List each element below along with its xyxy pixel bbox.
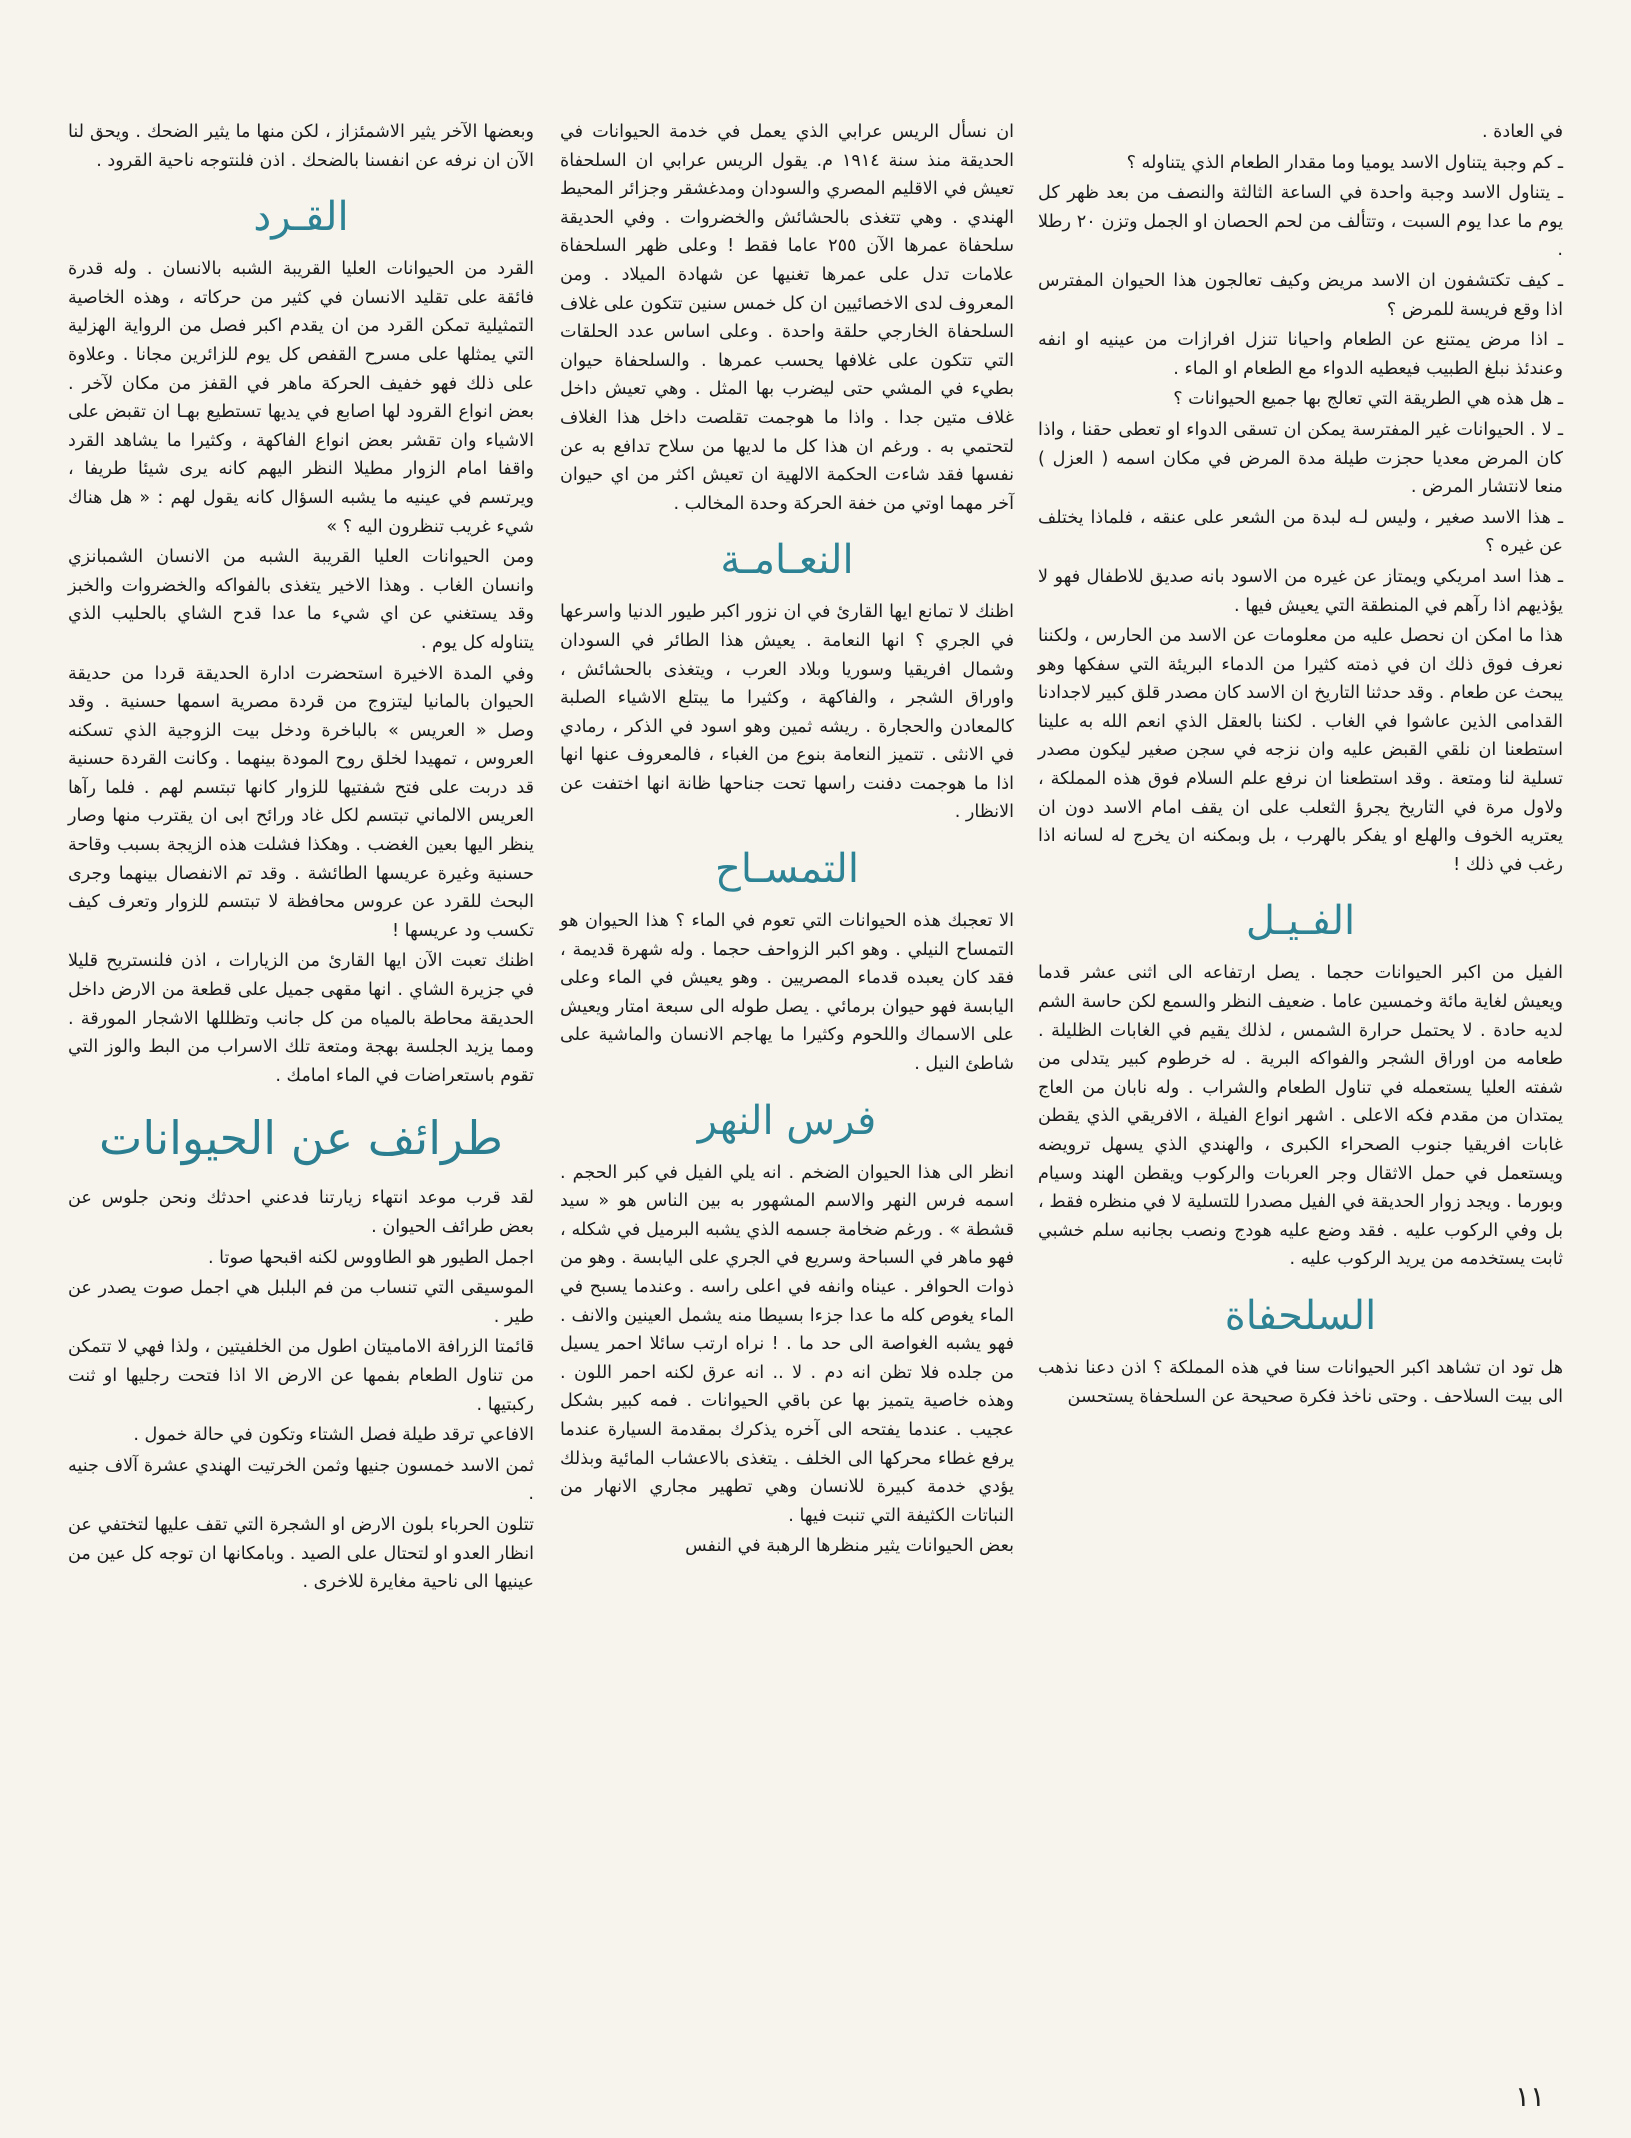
paragraph: قائمتا الزرافة الاماميتان اطول من الخلفيتين ، ولذا فهي لا تتمكن من تناول الطعام بفمها عن الارض الا اذا فتحت رجليها او ثنت ركبتيها . (68, 1337, 534, 1415)
paragraph: هذا ما امكن ان نحصل عليه من معلومات عن الاسد من الحارس ، ولكننا نعرف فوق ذلك ان في ذمته كثيرا من الدماء البريئة التي سفكها وهو يبحث عن طعام . وقد حدثنا التاريخ ان الاسد كان مصدر قلق كبير لاجدادنا القدامى الذين عاشوا في الغاب . لكننا بالعقل الذي انعم الله به علينا استطعنا ان نلقي القبض عليه وان نزجه في سجن صغير ليكون مصدر تسلية لنا ومتعة . وقد استطعنا ان نرفع علم السلام فوق هذه المملكة ، ولاول مرة في التاريخ يجرؤ الثعلب على ان يقف امام الاسد دون ان يعتريه الخوف والهلع او يفكر بالهرب ، بل وبمكنه ان يخرج له لسانه اذا رغب في ذلك ! (1038, 626, 1563, 875)
paragraph: الموسيقى التي تنساب من فم البلبل هي اجمل صوت يصدر عن طير . (68, 1278, 534, 1327)
paragraph: ـ هذا الاسد صغير ، وليس لـه لبدة من الشعر على عنقه ، فلماذا يختلف عن غيره ؟ (1038, 507, 1563, 557)
section-heading-animal-facts: طرائف عن الحيوانات (99, 1111, 503, 1166)
paragraph: ان نسأل الريس عرابي الذي يعمل في خدمة الحيوانات في الحديقة منذ سنة ١٩١٤ م. يقول الريس عرابي ان السلحفاة تعيش في الاقليم المصري والسودان ومدغشقر وجزائر المحيط الهندي . وهي تتغذى بالحشائش والخضروات . وفي الحديقة سلحفاة عمرها الآن ٢٥٥ عاما فقط ! وعلى ظهر السلحفاة علامات تدل على عمرها تغنيها عن شهادة الميلاد . ومن المعروف لدى الاخصائيين ان كل خمس سنين تتكون على غلاف السلحفاة الخارجي حلقة واحدة . وعلى اساس عدد الحلقات التي تتكون على غلافها يحسب عمرها . والسلحفاة حيوان بطيء في المشي حتى ليضرب بها المثل . وهي تعيش داخل غلاف متين جدا . واذا ما هوجمت تقلصت داخل هذا الغلاف لتحتمي به . ورغم ان هذا كل ما لديها من سلاح تدافع به عن نفسها فقد شاءت الحكمة الالهية ان تعيش اكثر من اي حيوان آخر مهما اوتي من خفة الحركة وحدة المخالب . (560, 122, 1014, 514)
paragraph: اجمل الطيور هو الطاووس لكنه اقبحها صوتا . (208, 1247, 534, 1268)
page-number: ١١ (1515, 2080, 1546, 2113)
paragraph: ـ كم وجبة يتناول الاسد يوميا وما مقدار الطعام الذي يتناوله ؟ (1126, 152, 1563, 173)
column-right (1038, 118, 1563, 1413)
paragraph: هل تود ان تشاهد اكبر الحيوانات سنا في هذه المملكة ؟ اذن دعنا نذهب الى بيت السلاحف . وحتى ناخذ فكرة صحيحة عن السلحفاة يستحسن (1038, 1357, 1563, 1407)
section-heading-ostrich: النعـامـة (720, 537, 854, 584)
paragraph: وفي المدة الاخيرة استحضرت ادارة الحديقة قردا من حديقة الحيوان بالمانيا ليتزوج من قردة مصرية اسمها حسنية . وقد وصل « العريس » بالباخرة ودخل بيت الزوجية الذي تسكنه العروس ، تمهيدا لخلق روح المودة بينهما . وكانت القردة حسنية قد دربت على فتح شفتيها للزوار كانها تبتسم لهم . فلما رآها العريس الالماني تبتسم لكل غاد ورائح ابى ان يقترب منها وصار ينظر اليها بعين الغضب . وهكذا فشلت هذه الزيجة بسبب وقاحة حسنية وغيرة عريسها الطائشة . وقد تم الانفصال بينهما وجرى البحث للقرد عن عروس محافظة لا تبتسم للزوار وتعرف كيف تكسب ود عريسها ! (68, 663, 534, 941)
section-heading-monkey: القـرد (253, 194, 349, 241)
section-heading-crocodile: التمسـاح (715, 846, 859, 893)
paragraph: الفيل من اكبر الحيوانات حجما . يصل ارتفاعه الى اثنى عشر قدما ويعيش لغاية مائة وخمسين عاما . ضعيف النظر والسمع لكن حاسة الشم لديه حادة . لا يحتمل حرارة الشمس ، لذلك يقيم في الغابات الظليلة . طعامه من اوراق الشجر والفواكه البرية . له خرطوم كبير يتدلى من شفته العليا يستعمله في تناول الطعام والشراب . وله نابان من العاج يمتدان من مقدم فكه الاعلى . اشهر انواع الفيلة ، الافريقي الذي يقطن غابات افريقيا جنوب الصحراء الكبرى ، والهندي الذي يسهل ترويضه ويستعمل في حمل الاثقال وجر العربات والركوب ويقطن الهند وسيام وبورما . ويجد زوار الحديقة في الفيل مصدرا للتسلية لا في منظره فقط ، بل وفي الركوب عليه . فقد وضع عليه هودج ونصب بجانبه سلم خشبي ثابت يستخدمه من يريد الركوب عليه . (1038, 963, 1563, 1270)
paragraph: تتلون الحرباء بلون الارض او الشجرة التي تقف عليها لتختفي عن انظار العدو او لتحتال على الصيد . وبامكانها ان توجه كل عين من عينيها الى ناحية مغايرة للاخرى . (68, 1514, 534, 1593)
paragraph: ـ كيف تكتشفون ان الاسد مريض وكيف تعالجون هذا الحيوان المفترس اذا وقع فريسة للمرض ؟ (1038, 270, 1563, 320)
paragraph: ثمن الاسد خمسون جنيها وثمن الخرتيت الهندي عشرة آلاف جنيه . (68, 1455, 534, 1505)
column-middle (560, 118, 1014, 1563)
paragraph: ومن الحيوانات العليا القريبة الشبه من الانسان الشمبانزي وانسان الغاب . وهذا الاخير يتغذى بالفواكه والخضروات والخبز وقد يستغني عن اي شيء ما عدا قدح الشاي بالحليب الذي يتناوله كل يوم . (68, 547, 534, 653)
section-heading-hippo: فرس النهر (697, 1097, 877, 1144)
paragraph: ـ اذا مرض يمتنع عن الطعام واحيانا تنزل افرازات من عينيه او انفه وعندئذ نبلغ الطبيب فيعطيه الدواء مع الطعام او الماء . (1038, 330, 1563, 379)
paragraph: انظر الى هذا الحيوان الضخم . انه يلي الفيل في كبر الحجم . اسمه فرس النهر والاسم المشهور به بين الناس هو « سيد قشطة » . ورغم ضخامة جسمه الذي يشبه البرميل في شكله ، فهو ماهر في السباحة وسريع في الجري على اليابسة . وهو من ذوات الحوافر . عيناه وانفه في اعلى راسه . وعندما يسبح في الماء يغوص كله ما عدا جزءا بسيطا منه يشمل العينين والانف . فهو يشبه الغواصة الى حد ما . ! نراه ارتب سائلا احمر يسيل من جلده فلا تظن انه دم . لا .. انه عرق لكنه احمر اللون . وهذه خاصية يتميز بها عن باقي الحيوانات . فمه كبير بشكل عجيب . عندما يفتحه الى آخره يذكرك بمقدمة السيارة عندما يرفع غطاء محركها الى الخلف . يتغذى بالاعشاب المائية وبذلك يؤدي خدمة كبيرة للانسان وهي تطهير مجاري الانهار من النباتات الكثيفة التي تنبت فيها . (560, 1162, 1014, 1526)
section-heading-tortoise: السلحفاة (1224, 1292, 1377, 1339)
paragraph: الافاعي ترقد طيلة فصل الشتاء وتكون في حالة خمول . (133, 1425, 534, 1446)
paragraph: لقد قرب موعد انتهاء زيارتنا فدعني احدثك ونحن جلوس عن بعض طرائف الحيوان . (68, 1188, 534, 1237)
section-heading-elephant: الفـيـل (1245, 898, 1356, 945)
paragraph: ـ هل هذه هي الطريقة التي تعالج بها جميع الحيوانات ؟ (1173, 389, 1563, 410)
paragraph: ـ يتناول الاسد وجبة واحدة في الساعة الثالثة والنصف من بعد ظهر كل يوم ما عدا يوم السبت ، وتتألف من لحم الحصان او الجمل وتزن ٢٠ رطلا . (1038, 183, 1563, 261)
paragraph: في العادة . (1481, 122, 1563, 142)
paragraph: ـ هذا اسد امريكي ويمتاز عن غيره من الاسود بانه صديق للاطفال فهو لا يؤذيهم اذا رآهم في المنطقة التي يعيش فيها . (1038, 566, 1563, 616)
paragraph: وبعضها الآخر يثير الاشمئزاز ، لكن منها ما يثير الضحك . ويحق لنا الآن ان نرفه عن انفسنا بالضحك . اذن فلنتوجه ناحية القرود . (68, 122, 534, 171)
paragraph: بعض الحيوانات يثير منظرها الرهبة في النفس (685, 1536, 1014, 1557)
column-left (68, 118, 534, 1599)
paragraph: اظنك لا تمانع ايها القارئ في ان نزور اكبر طيور الدنيا واسرعها في الجري ؟ انها النعامة . يعيش هذا الطائر في السودان وشمال افريقيا وسوريا وبلاد العرب ، ويتغذى بالحشائش ، واوراق الشجر ، والفاكهة ، وكثيرا ما يبتلع الاشياء الصلبة كالمعادن والحجارة . ريشه ثمين وهو اسود في الذكر ، رمادي في الانثى . تتميز النعامة بنوع من الغباء ، فالمعروف عنها انها اذا ما هوجمت دفنت راسها تحت جناحها ظانة انها اختفت عن الانظار . (560, 602, 1014, 823)
paragraph: ـ لا . الحيوانات غير المفترسة يمكن ان تسقى الدواء او تعطى حقنا ، واذا كان المرض معديا حجزت طيلة مدة المرض في مكان اسمه ( العزل ) منعا لانتشار المرض . (1038, 419, 1563, 498)
paragraph: القرد من الحيوانات العليا القريبة الشبه بالانسان . وله قدرة فائقة على تقليد الانسان في كثير من حركاته ، وهذه الخاصية التمثيلية تمكن القرد من ان يقدم اكبر فصل من الرواية الهزلية التي يمثلها على مسرح القفص كل يوم للزائرين مجانا . وعلاوة على ذلك فهو خفيف الحركة ماهر في القفز من مكان لآخر . بعض انواع القرود لها اصابع في يديها تستطيع بهـا ان تقبض على الاشياء وان تقشر بعض انواع الفاكهة ، وكثيرا ما يشاهد القرد واقفا امام الزوار مطيلا النظر اليهم كانه يرى شيئا طريفا ، ويرتسم في عينيه ما يشبه السؤال كانه يقول لهم : « هل هناك شيء غريب تنظرون اليه ؟ » (68, 259, 534, 537)
paragraph: الا تعجبك هذه الحيوانات التي تعوم في الماء ؟ هذا الحيوان هو التمساح النيلي . وهو اكبر الزواحف حجما . وله شهرة قديمة ، فقد كان يعبده قدماء المصريين . وهو يعيش في الماء وعلى اليابسة فهو حيوان برمائي . يصل طوله الى سبعة امتار ويعيش على الاسماك واللحوم وكثيرا ما يهاجم الانسان والماشية على شاطئ النيل . (560, 911, 1014, 1075)
paragraph: اظنك تعبت الآن ايها القارئ من الزيارات ، اذن فلنستريح قليلا في جزيرة الشاي . انها مقهى جميل على قطعة من الارض داخل الحديقة محاطة بالمياه من كل جانب وتظللها الاشجار المورقة . ومما يزيد الجلسة بهجة ومتعة تلك الاسراب من البط والوز التي تقوم باستعراضات في الماء امامك . (68, 951, 534, 1086)
